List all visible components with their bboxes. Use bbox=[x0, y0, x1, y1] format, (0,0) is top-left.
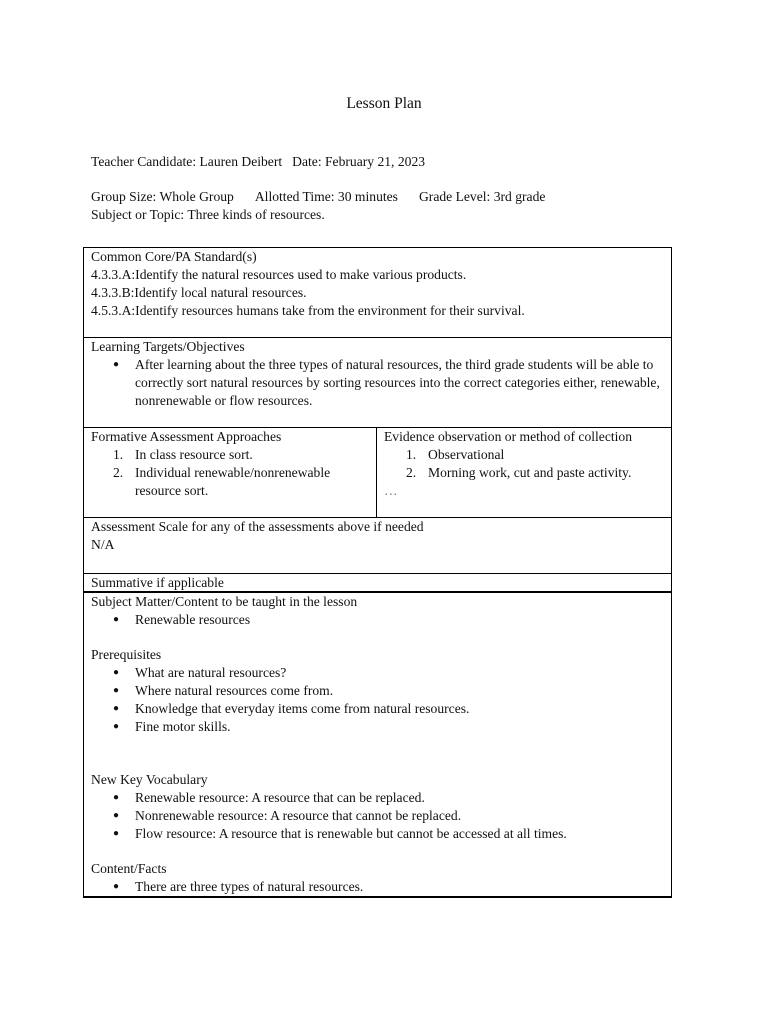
prerequisite-item: ● Fine motor skills. bbox=[135, 718, 665, 736]
standard-item: 4.5.3.A:Identify resources humans take from the environment for their survival. bbox=[91, 303, 525, 318]
content-row bbox=[84, 592, 672, 897]
objective-item: ● After learning about the three types of natural resources, the third grade students will be able to correctly sort natural resources by sorting resources into the correct categories either, renewable, nonrenewable or flow resources. bbox=[135, 356, 665, 410]
objectives-row bbox=[84, 338, 672, 428]
standard-item: 4.3.3.B:Identify local natural resources. bbox=[91, 285, 307, 300]
prerequisite-item: ● What are natural resources? bbox=[135, 664, 665, 682]
lesson-plan-table-top bbox=[83, 247, 672, 593]
evidence-item: Observational bbox=[428, 447, 505, 462]
facts-list bbox=[91, 878, 665, 896]
scale-row bbox=[84, 518, 672, 574]
evidence-cell bbox=[377, 428, 672, 518]
objectives-heading: Learning Targets/Objectives bbox=[91, 339, 245, 354]
scale-value: N/A bbox=[91, 537, 115, 552]
spacer bbox=[91, 629, 665, 646]
prerequisites-list bbox=[91, 664, 665, 736]
content-heading: Subject Matter/Content to be taught in the lesson bbox=[91, 594, 358, 609]
content-item: ● Renewable resources bbox=[135, 611, 665, 629]
formative-list bbox=[91, 446, 370, 500]
assessment-row bbox=[84, 428, 672, 518]
formative-item: Individual renewable/nonrenewable resource sort. bbox=[135, 465, 331, 498]
content-cell bbox=[84, 592, 672, 897]
vocabulary-item: ● Flow resource: A resource that is renewable but cannot be accessed at all times. bbox=[135, 825, 665, 843]
content-list bbox=[91, 611, 665, 629]
spacer bbox=[91, 843, 665, 860]
scale-cell bbox=[84, 518, 672, 574]
document-title: Lesson Plan bbox=[346, 95, 422, 112]
summative-heading: Summative if applicable bbox=[91, 575, 224, 590]
fact-item: ● There are three types of natural resources. bbox=[135, 878, 665, 896]
formative-cell bbox=[84, 428, 377, 518]
formative-item: In class resource sort. bbox=[135, 447, 253, 462]
standards-heading: Common Core/PA Standard(s) bbox=[91, 249, 257, 264]
summative-row bbox=[84, 574, 672, 593]
formative-heading: Formative Assessment Approaches bbox=[91, 429, 282, 444]
summative-cell bbox=[84, 574, 672, 593]
vocabulary-list bbox=[91, 789, 665, 843]
grade-level: Grade Level: 3rd grade bbox=[418, 189, 546, 204]
prerequisite-item: ● Knowledge that everyday items come from natural resources. bbox=[135, 700, 665, 718]
spacer bbox=[91, 736, 665, 771]
vocabulary-item: ● Nonrenewable resource: A resource that cannot be replaced. bbox=[135, 807, 665, 825]
evidence-list bbox=[384, 446, 665, 482]
group-size: Group Size: Whole Group bbox=[91, 189, 234, 204]
lesson-plan-table-content bbox=[83, 591, 672, 898]
teacher-date-line bbox=[91, 153, 425, 171]
scale-heading: Assessment Scale for any of the assessments above if needed bbox=[91, 519, 424, 534]
group-time-grade-line bbox=[91, 188, 545, 206]
lesson-date: Date: February 21, 2023 bbox=[292, 154, 426, 169]
prerequisites-heading: Prerequisites bbox=[91, 647, 162, 662]
evidence-heading: Evidence observation or method of collection bbox=[384, 429, 633, 444]
subject-topic: Subject or Topic: Three kinds of resources. bbox=[91, 207, 325, 222]
standards-row bbox=[84, 248, 672, 338]
objectives-list bbox=[91, 356, 665, 410]
vocabulary-item: ● Renewable resource: A resource that can be replaced. bbox=[135, 789, 665, 807]
evidence-item: Morning work, cut and paste activity. bbox=[428, 465, 632, 480]
teacher-candidate: Teacher Candidate: Lauren Deibert bbox=[91, 154, 283, 169]
facts-heading: Content/Facts bbox=[91, 861, 167, 876]
prerequisite-item: ● Where natural resources come from. bbox=[135, 682, 665, 700]
evidence-ellipsis: … bbox=[384, 483, 398, 498]
vocabulary-heading: New Key Vocabulary bbox=[91, 772, 208, 787]
allotted-time: Allotted Time: 30 minutes bbox=[254, 189, 398, 204]
standards-cell bbox=[84, 248, 672, 338]
standard-item: 4.3.3.A:Identify the natural resources used to make various products. bbox=[91, 267, 467, 282]
objectives-cell bbox=[84, 338, 672, 428]
